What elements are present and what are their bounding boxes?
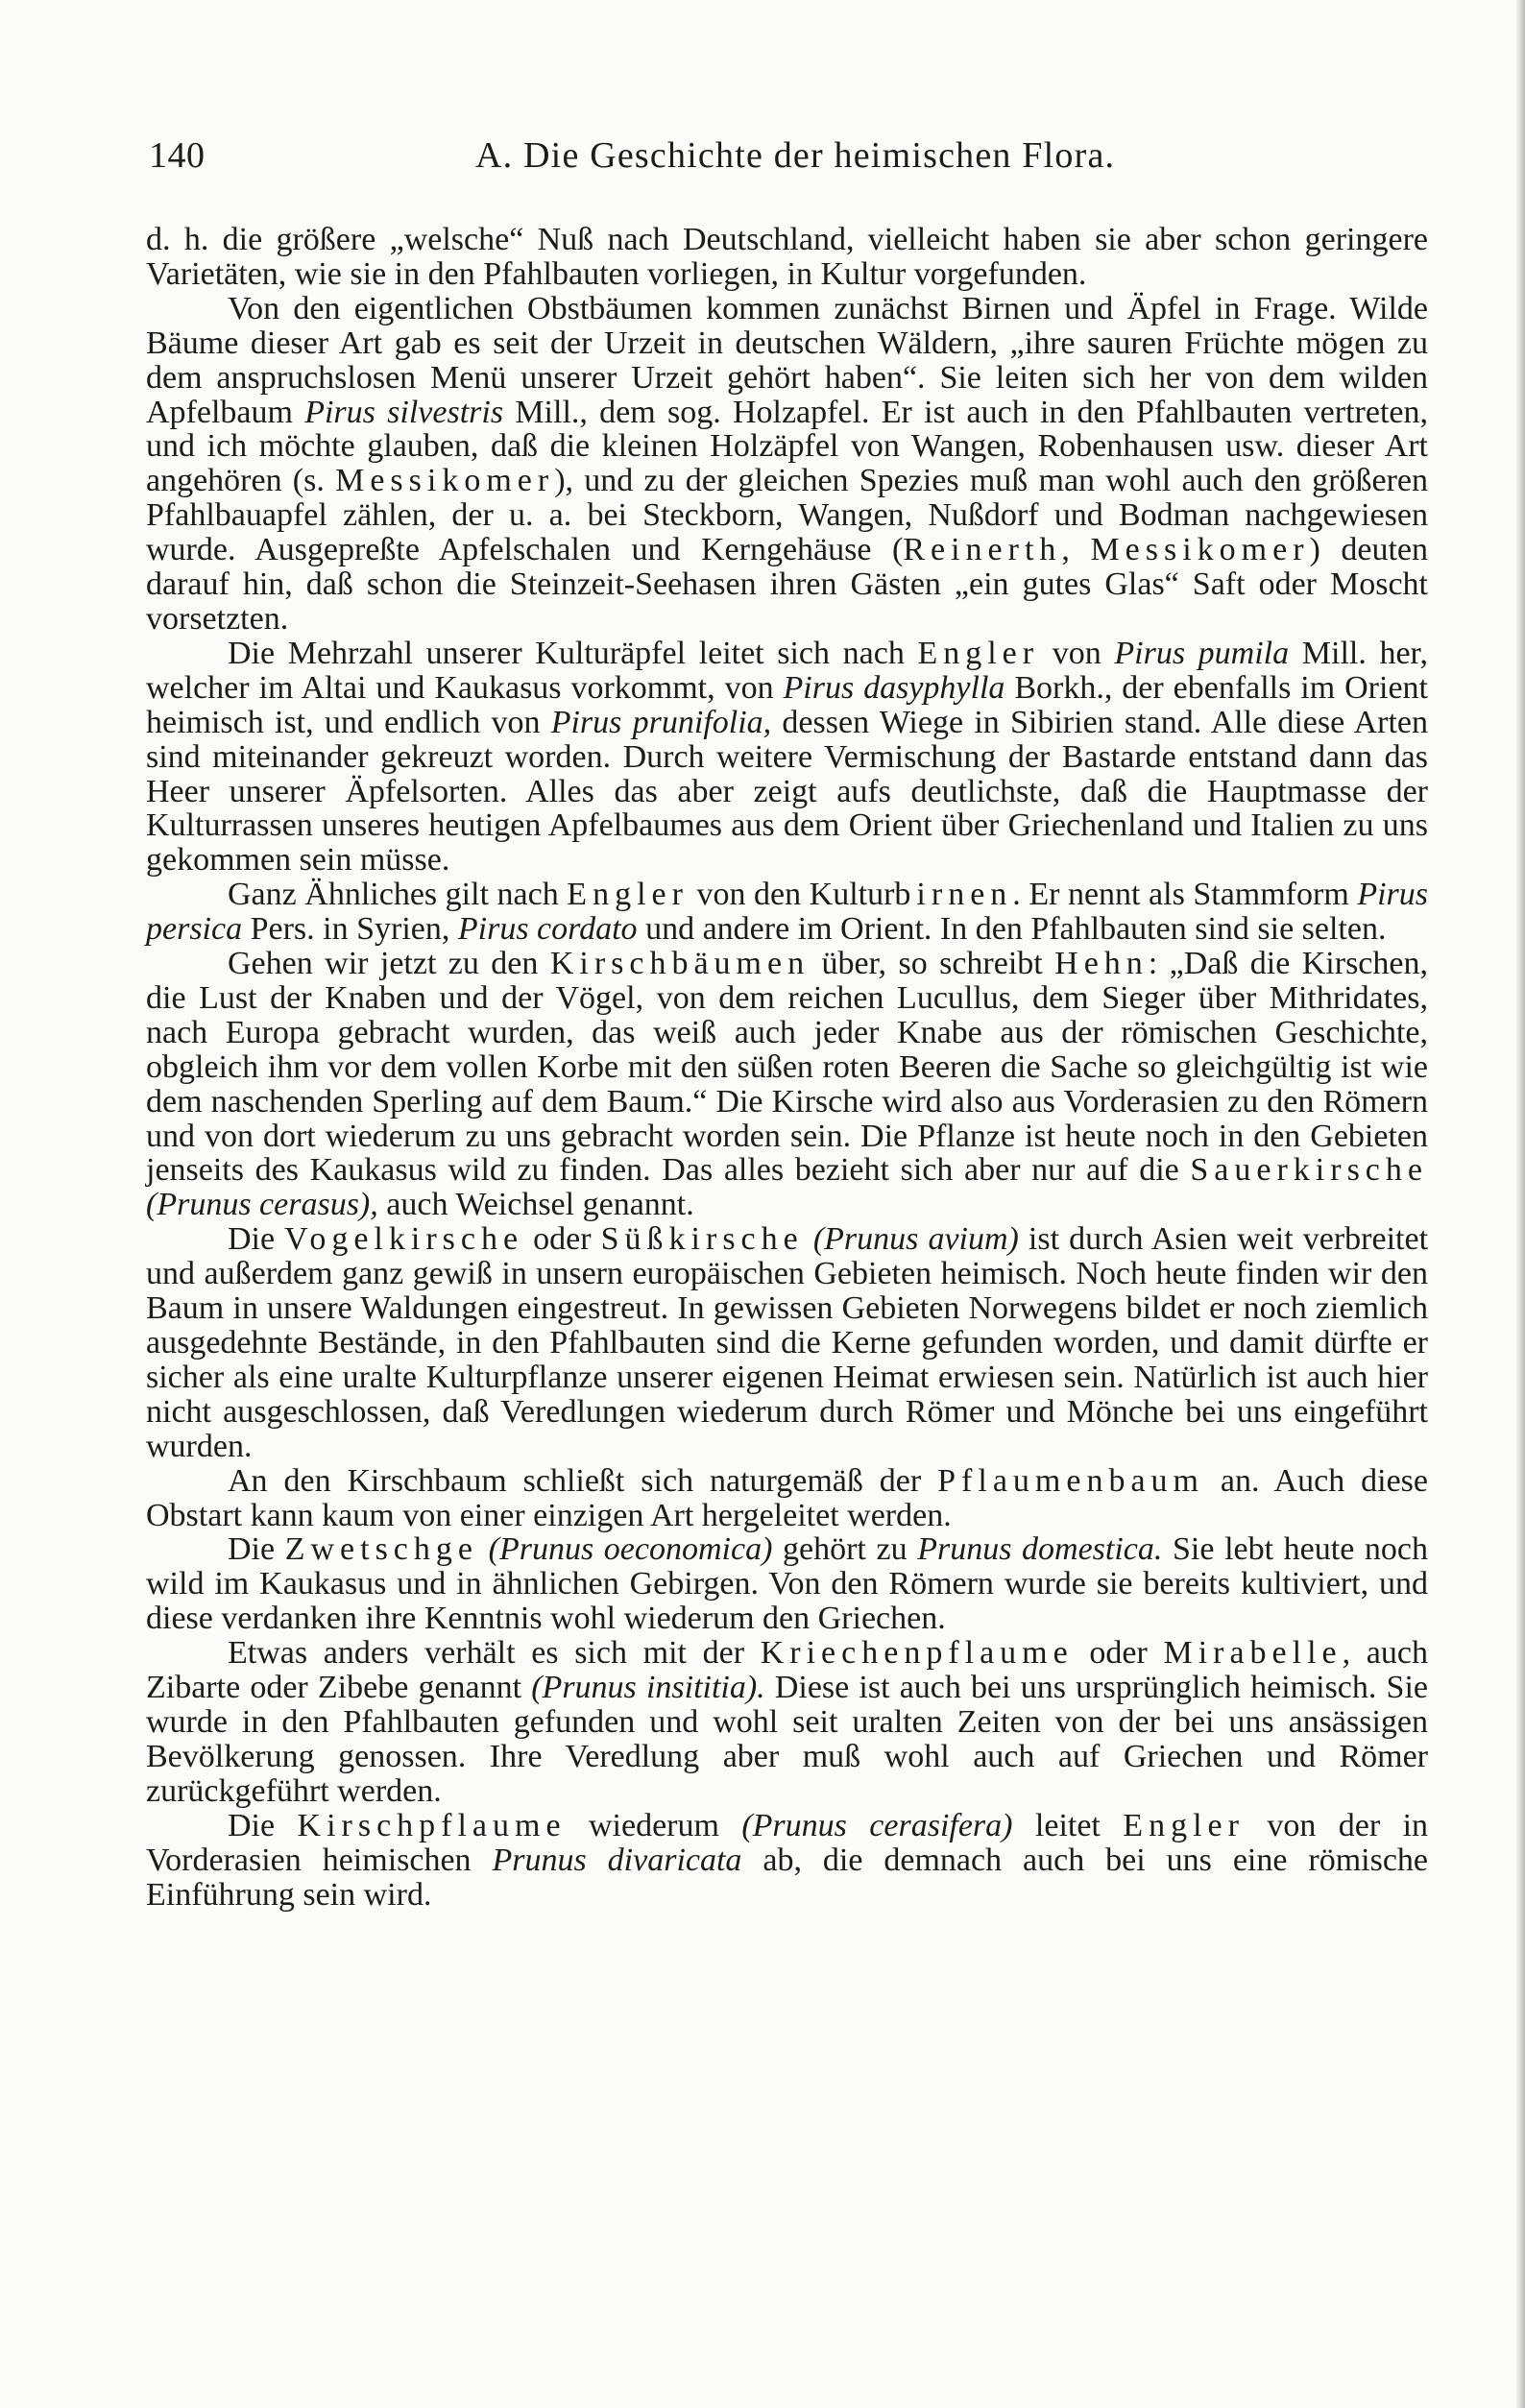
paragraph [146,637,1428,878]
text-run: und andere im Orient. In den Pfahlbauten sind sie selten. [637,911,1387,948]
text-run: : „Daß die Kirschen, die Lust der Knaben und der Vögel, von dem reichen Lucullus, dem Sieger über Mithridates, nach Europa gebracht wurden, das weiß auch jeder Knabe aus der römischen Geschichte, obgleich ihm vor dem vollen Korbe mit den süßen roten Beeren die Sache so gleichgültig ist wie dem naschenden Sperling auf dem Baum.“ Die Kirsche wird also aus Vorderasien zu den Römern und von dort wiederum zu uns gebracht worden sein. Die Pflanze ist heute noch in den Gebieten jenseits des Kaukasus wild zu finden. Das alles bezieht sich aber nur auf die [146,946,1428,1189]
italic-term: Pirus cordato [457,911,638,948]
text-run: , [1061,532,1091,568]
text-run: ) deuten darauf hin, daß schon die Steinzeit-Seehasen ihren Gästen „ein gutes Glas“ Saft oder Moscht vorsetzten. [146,532,1429,637]
text-run: an. Auch diese Obstart kann kaum von einer einzigen Art hergeleitet werden. [146,1462,1428,1533]
italic-term: Pirus persica [146,877,1429,948]
spaced-emphasis: Sauerkirsche [1190,1152,1428,1189]
italic-term: (Prunus avium) [812,1221,1019,1258]
text-run: , auch Zibarte oder Zibebe genannt [146,1635,1428,1706]
spaced-emphasis: Reinerth [903,532,1062,568]
text-run: Die [228,1531,285,1568]
text-run: wiederum [566,1807,742,1843]
spaced-emphasis: Engler [1123,1807,1245,1843]
italic-term: (Prunus cerasifera) [741,1807,1013,1843]
paragraph [146,1809,1428,1913]
text-run: An den Kirschbaum schließt sich naturgemäß der [228,1462,938,1499]
text-run: über, so schreibt [810,946,1055,982]
paragraph [146,1532,1428,1636]
text-run: Diese ist auch bei uns ursprünglich heimisch. Sie wurde in den Pfahlbauten gefunden und wohl seit uralten Zeiten von der bei uns ansässigen Bevölkerung genossen. Ihre Veredlung aber muß wohl auch auf Griechen und Römer zurückgeführt werden. [146,1670,1428,1809]
spaced-emphasis: Mirabelle [1163,1635,1343,1672]
text-run [804,1221,813,1257]
paragraph [146,292,1428,637]
italic-term: (Prunus cerasus), [146,1187,378,1223]
italic-term: Pirus pumila [1114,635,1290,671]
spaced-emphasis: birnen [894,877,1013,913]
italic-term: (Prunus oeconomica) [488,1531,773,1568]
spaced-emphasis: Süßkirsche [600,1221,804,1258]
text-run: Von den eigentlichen Obstbäumen kommen zunächst Birnen und Äpfel in Frage. Wilde Bäume dieser Art gab es seit der Urzeit in deutschen Wäldern, „ihre sauren Früchte mögen zu dem anspruchslosen Menü unserer Urzeit gehört haben“. Sie leiten sich her von dem wilden Apfelbaum [146,290,1428,430]
text-run: Pers. in Syrien, [242,911,458,948]
text-run: Etwas anders verhält es sich mit der [228,1635,761,1672]
text-run: Die Mehrzahl unserer Kulturäpfel leitet sich nach [228,635,918,671]
text-run: Die [228,1807,298,1843]
text-run: Sie lebt heute noch wild im Kaukasus und in ähnlichen Gebirgen. Von den Römern wurde sie bereits kultiviert, und diese verdanken ihre Kenntnis wohl wiederum den Griechen. [146,1531,1429,1637]
spaced-emphasis: Hehn [1054,946,1149,982]
text-run: leitet [1012,1807,1124,1843]
spaced-emphasis: Zwetschge [284,1531,478,1568]
spaced-emphasis: Engler [917,635,1040,671]
text-run: d. h. die größere „welsche“ Nuß nach Deutschland, vielleicht haben sie aber schon geringere Varietäten, wie sie in den Pfahlbauten vorliegen, in Kultur vorgefunden. [146,222,1428,292]
paragraph [146,878,1428,947]
text-run: Die [228,1221,285,1258]
text-run: Ganz Ähnliches gilt nach [228,877,568,913]
spaced-emphasis: Messikomer [1090,532,1310,568]
paragraph [146,1464,1428,1533]
italic-term: Prunus divaricata [492,1842,742,1878]
text-run: ist durch Asien weit verbreitet und außerdem ganz gewiß in unsern europäischen Gebieten heimisch. Noch heute finden wir den Baum in unsere Waldungen eingestreut. In gewissen Gebieten Norwegens bildet er noch ziemlich ausgedehnte Bestände, in den Pfahlbauten sind die Kerne gefunden worden, und damit dürfte er sicher als eine uralte Kulturpflanze unserer eigenen Heimat erwiesen sein. Natürlich ist auch hier nicht ausgeschlossen, daß Veredlungen wiederum durch Römer und Mönche bei uns eingeführt wurden. [146,1221,1429,1464]
spaced-emphasis: Kirschbäumen [549,946,811,982]
text-run: auch Weichsel genannt. [377,1187,694,1223]
text-run: oder [523,1221,601,1258]
italic-term: Pirus silvestris [304,394,504,430]
text-run: Mill., dem sog. Holzapfel. Er ist auch in den Pfahlbauten vertreten, und ich möchte glauben, daß die kleinen Holzäpfel von Wangen, Robenhausen usw. dieser Art angehören (s. [146,394,1428,499]
text-run: von den Kultur [688,877,895,913]
italic-term: Pirus dasyphylla [783,669,1005,706]
italic-term: Prunus domestica. [917,1531,1163,1568]
text-run: gehört zu [772,1531,918,1568]
text-run: . Er nennt als Stammform [1012,877,1358,913]
spaced-emphasis: Vogelkirsche [284,1221,524,1258]
text-run: Borkh., der ebenfalls im Orient heimisch ist, und endlich von [146,669,1428,740]
spaced-emphasis: Kirschpflaume [297,1807,567,1843]
spaced-emphasis: Pflaumenbaum [937,1462,1204,1499]
spaced-emphasis: Messikomer [335,463,555,499]
text-run: von der in Vorderasien heimischen [146,1807,1429,1878]
text-run: ), und zu der gleichen Spezies muß man wohl auch den größeren Pfahlbauapfel zählen, der u. a. bei Steckborn, Wangen, Nußdorf und Bodman nachgewiesen wurde. Ausgepreßte Apfelschalen und Kerngehäuse ( [146,463,1428,568]
paragraph [146,223,1428,292]
text-run: Mill. her, welcher im Altai und Kaukasus vorkommt, von [146,635,1429,706]
page-number: 140 [149,135,206,176]
paragraph [146,1636,1428,1809]
text-run: oder [1073,1635,1164,1672]
text-run [478,1531,489,1567]
running-title: A. Die Geschichte der heimischen Flora. [475,135,1116,176]
text-run: ab, die demnach auch bei uns eine römische Einführung sein wird. [146,1842,1429,1913]
italic-term: (Prunus insititia). [531,1670,765,1706]
body-text [146,223,1428,1912]
paragraph [146,1222,1428,1463]
page-edge-shadow [1515,0,1525,2408]
text-run: Gehen wir jetzt zu den [228,946,550,982]
spaced-emphasis: Kriechenpflaume [760,1635,1074,1672]
text-run: von [1039,635,1115,671]
paragraph [146,947,1428,1222]
spaced-emphasis: Engler [567,877,689,913]
text-run: dessen Wiege in Sibirien stand. Alle diese Arten sind miteinander gekreuzt worden. Durch weitere Vermischung der Bastarde entstand dann das Heer unserer Äpfelsorten. Alles das aber zeigt aufs deutlichste, daß die Hauptmasse der Kulturrassen unseres heutigen Apfelbaumes aus dem Orient über Griechenland und Italien zu uns gekommen sein müsse. [146,704,1429,879]
italic-term: Pirus prunifolia, [550,704,772,740]
